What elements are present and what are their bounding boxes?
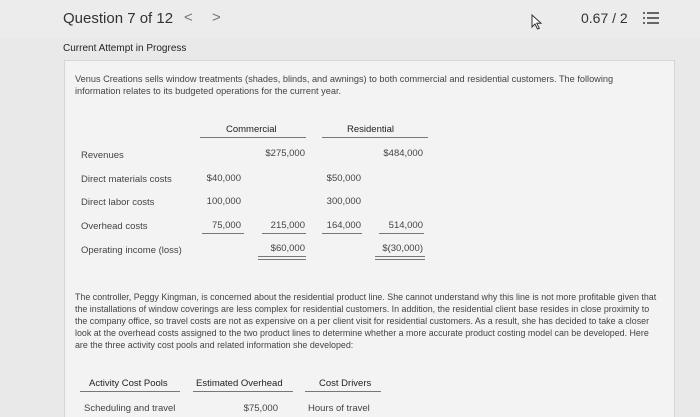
col-header-estimated-overhead: Estimated Overhead <box>196 378 283 389</box>
col-header-commercial: Commercial <box>226 124 277 135</box>
col-header-underline <box>200 137 306 138</box>
mouse-cursor-icon <box>531 14 543 30</box>
col-header-underline <box>305 391 381 392</box>
com-inner: $40,000 <box>206 173 241 184</box>
com-inner: 100,000 <box>206 196 241 207</box>
row-label: Operating income (loss) <box>81 245 182 256</box>
res-inner-underline <box>322 233 362 234</box>
attempt-status: Current Attempt in Progress <box>63 43 187 54</box>
res-inner: 300,000 <box>326 196 361 207</box>
res-total-double-underline <box>375 256 425 257</box>
res-total-underline <box>379 233 424 234</box>
res-total-double-underline <box>375 259 425 260</box>
com-total-underline <box>262 233 306 234</box>
intro-text: Venus Creations sells window treatments (shades, blinds, and awnings) to both commercial and residential customers. The following information relates to its budgeted operations for the current year. <box>75 74 614 96</box>
col-header-cost-drivers: Cost Drivers <box>319 378 372 389</box>
res-total: 514,000 <box>388 220 423 231</box>
com-total-double-underline <box>258 256 306 257</box>
col-header-activity-pools: Activity Cost Pools <box>89 378 168 389</box>
question-title: Question 7 of 12 <box>63 10 174 27</box>
score-display: 0.67 / 2 <box>581 10 628 26</box>
col-header-underline <box>80 391 180 392</box>
com-total: $60,000 <box>270 243 305 254</box>
com-total: $275,000 <box>265 148 305 159</box>
row-label: Direct labor costs <box>81 197 155 208</box>
cost-driver: Hours of travel <box>308 403 370 414</box>
row-label: Overhead costs <box>81 221 148 232</box>
res-inner: 164,000 <box>326 220 361 231</box>
row-label: Revenues <box>81 150 124 161</box>
question-header <box>0 0 700 38</box>
com-inner-underline <box>202 233 244 234</box>
res-total: $(30,000) <box>382 243 423 254</box>
res-total: $484,000 <box>383 148 423 159</box>
com-total: 215,000 <box>270 220 305 231</box>
col-header-underline <box>193 391 293 392</box>
com-inner: 75,000 <box>211 220 241 231</box>
list-icon[interactable] <box>643 10 659 26</box>
controller-paragraph: The controller, Peggy Kingman, is concerned about the residential product line. She cannot understand why this line is not more profitable given that the installations of window coverings are less complex for residential customers. In addition, the residential client base resides in close proximity to the company office, so travel costs are not as expensive on a per client visit for residential customers. As a result, she has decided to take a closer look at the overhead costs assigned to the two product lines to determine whether a more accurate product costing model can be developed. Here are the three activity cost pools and related information she developed: <box>75 292 657 351</box>
col-header-underline <box>322 137 428 138</box>
chevron-right-icon[interactable]: > <box>212 9 221 26</box>
com-total-double-underline <box>258 259 306 260</box>
activity-pool: Scheduling and travel <box>84 403 176 414</box>
chevron-left-icon[interactable]: < <box>184 9 193 26</box>
question-panel <box>64 60 675 417</box>
col-header-residential: Residential <box>347 124 394 135</box>
estimated-overhead: $75,000 <box>243 403 278 414</box>
row-label: Direct materials costs <box>81 174 172 185</box>
res-inner: $50,000 <box>326 173 361 184</box>
